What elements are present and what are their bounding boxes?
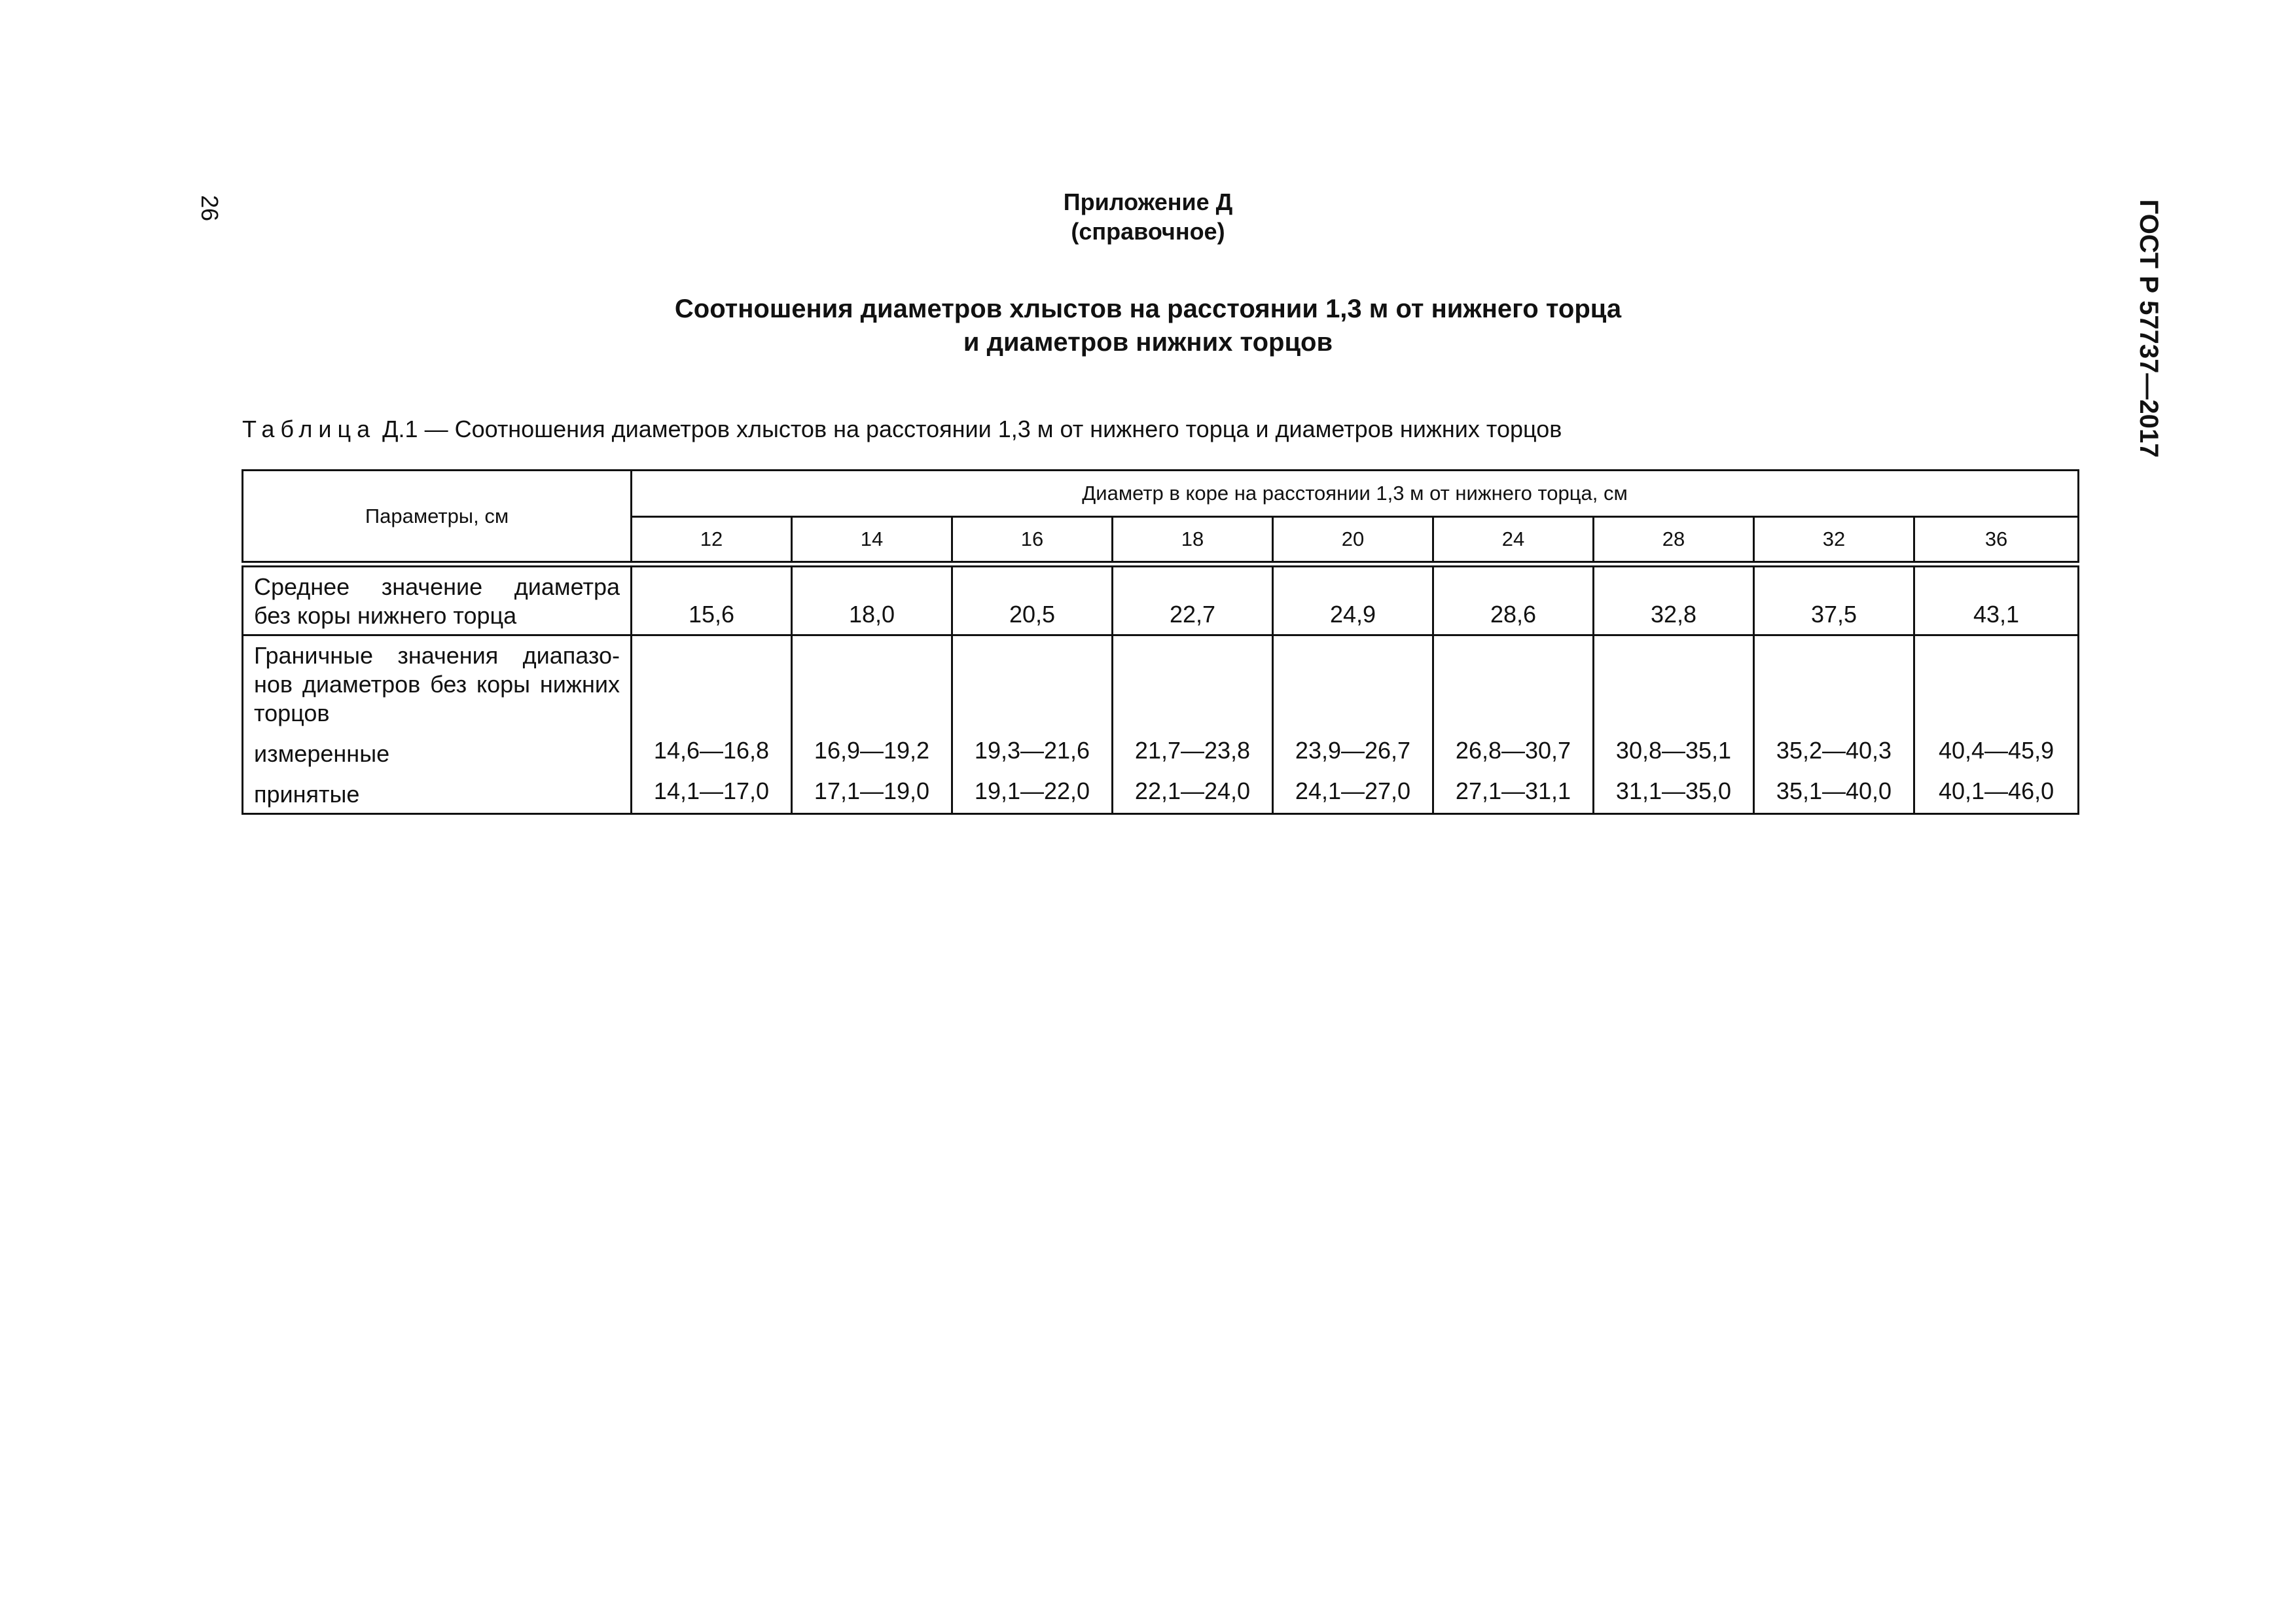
appendix-type: (справочное) [1071,218,1225,245]
accepted-range: 22,1—24,0 [1134,777,1251,804]
mean-label-line-2: без коры нижнего торца [254,602,517,629]
column-header: 36 [1914,517,2079,565]
accepted-range: 14,1—17,0 [653,777,770,804]
bounds-label-line-2: нов диаметров без коры нижних [254,671,620,698]
column-header: 12 [632,517,792,565]
table-row [243,564,2079,635]
table-cell: 24,9 [1273,564,1433,635]
table-cell: 37,5 [1754,564,1914,635]
accepted-range: 19,1—22,0 [974,777,1090,804]
table-caption-text: Д.1 — Соотношения диаметров хлыстов на расстоянии 1,3 м от нижнего торца и диаметров нижних торцов [376,416,1562,442]
accepted-range: 40,1—46,0 [1938,777,2054,804]
table-cell [1594,635,1754,814]
table-cell [792,635,952,814]
bounds-label-line-3: торцов [254,700,330,726]
column-header: 32 [1754,517,1914,565]
title-line-1: Соотношения диаметров хлыстов на расстоянии 1,3 м от нижнего торца [674,294,1622,323]
column-header: 20 [1273,517,1433,565]
measured-range: 26,8—30,7 [1455,737,1571,764]
column-header: 14 [792,517,952,565]
table-cell [1433,635,1594,814]
column-header: 28 [1594,517,1754,565]
table-cell [1914,635,2079,814]
table-cell: 20,5 [952,564,1113,635]
measured-range: 14,6—16,8 [653,737,770,764]
accepted-range: 24,1—27,0 [1295,777,1411,804]
diameter-table [242,469,2079,815]
table-cell [1113,635,1273,814]
table-cell [1273,635,1433,814]
group-header: Диаметр в коре на расстоянии 1,3 м от нижнего торца, см [632,471,2079,517]
column-header: 18 [1113,517,1273,565]
table-cell: 18,0 [792,564,952,635]
table-cell: 43,1 [1914,564,2079,635]
table-cell [1754,635,1914,814]
accepted-label: принятые [254,781,360,808]
accepted-range: 35,1—40,0 [1776,777,1892,804]
column-header: 24 [1433,517,1594,565]
mean-row-label [243,564,632,635]
column-header: 16 [952,517,1113,565]
section-title [559,293,1737,359]
table-cell: 28,6 [1433,564,1594,635]
accepted-range: 31,1—35,0 [1615,777,1732,804]
param-header: Параметры, см [243,471,632,565]
measured-range: 35,2—40,3 [1776,737,1892,764]
table-cell [632,635,792,814]
table-cell: 22,7 [1113,564,1273,635]
page-number: 26 [196,194,223,222]
table-header-row [243,471,2079,517]
measured-range: 19,3—21,6 [974,737,1090,764]
table-caption-prefix: Таблица [242,416,376,442]
mean-label-line-1: Среднее значение диаметра [254,573,620,600]
measured-range: 21,7—23,8 [1134,737,1251,764]
table-cell [952,635,1113,814]
bounds-row-label [243,635,632,814]
table-cell: 32,8 [1594,564,1754,635]
measured-label: измеренные [254,740,390,767]
bounds-label-line-1: Граничные значения диапазо- [254,642,620,669]
measured-range: 30,8—35,1 [1615,737,1732,764]
measured-range: 16,9—19,2 [814,737,930,764]
document-code: ГОСТ Р 57737—2017 [2134,199,2163,458]
table-caption [242,416,1562,442]
table-row [243,635,2079,814]
accepted-range: 27,1—31,1 [1455,777,1571,804]
title-line-2: и диаметров нижних торцов [963,328,1333,357]
measured-range: 40,4—45,9 [1938,737,2054,764]
measured-range: 23,9—26,7 [1295,737,1411,764]
appendix-label: Приложение Д [1063,188,1233,215]
accepted-range: 17,1—19,0 [814,777,930,804]
table-cell: 15,6 [632,564,792,635]
appendix-heading [847,187,1449,246]
